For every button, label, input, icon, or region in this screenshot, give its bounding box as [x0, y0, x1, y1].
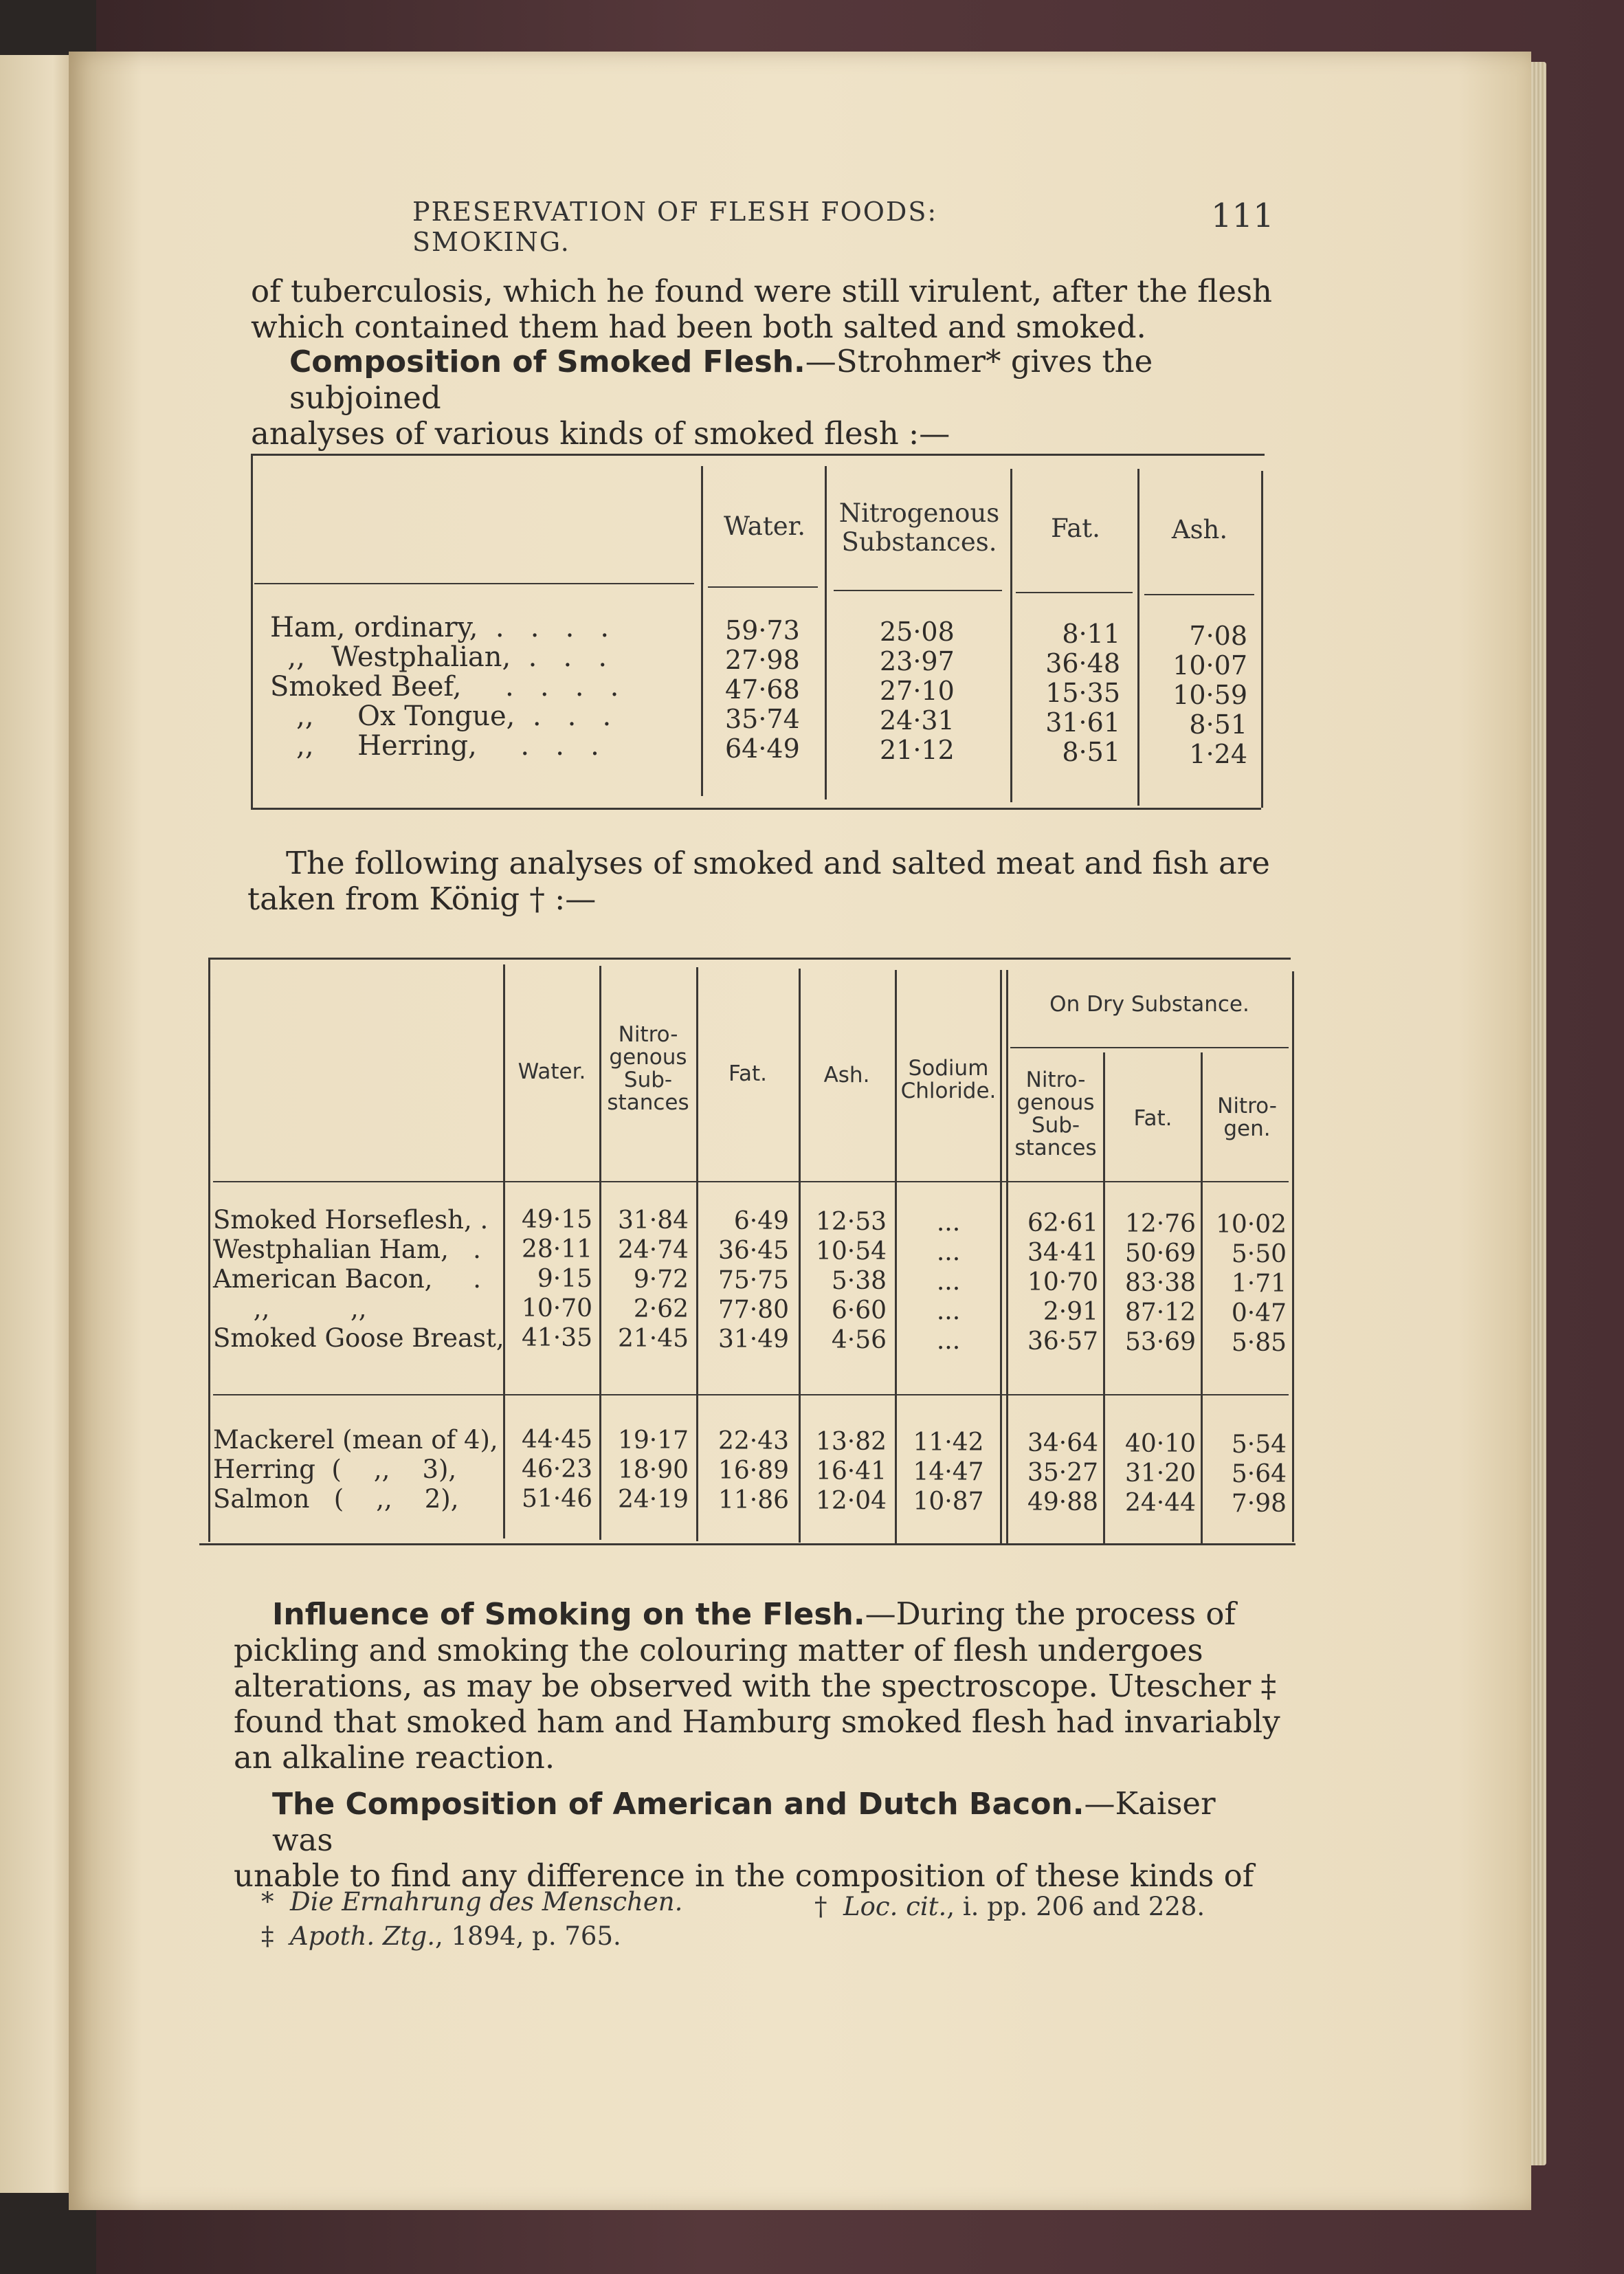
header-line: Chloride.	[900, 1079, 997, 1103]
table-cell: 77·80	[718, 1296, 789, 1324]
section-heading: Composition of Smoked Flesh.	[289, 344, 805, 379]
table-cell: 9·15	[537, 1265, 592, 1293]
table-cell: 10·70	[521, 1294, 592, 1323]
section-composition	[251, 344, 1282, 452]
table-cell: ...	[936, 1327, 961, 1355]
table-konig	[199, 958, 1299, 1563]
text-line: found that smoked ham and Hamburg smoked flesh had invariably	[234, 1703, 1280, 1740]
header-line: Sub-	[1031, 1113, 1080, 1138]
row-label: Salmon ( ,, 2),	[213, 1484, 459, 1514]
table-cell: 13·82	[815, 1428, 887, 1456]
table-cell: 10·02	[1215, 1211, 1287, 1239]
section-heading: Influence of Smoking on the Flesh.	[272, 1597, 865, 1632]
table-cell: 12·76	[1124, 1210, 1196, 1238]
row-label: Westphalian Ham, .	[213, 1235, 481, 1264]
table-cell: 22·43	[718, 1427, 789, 1455]
running-head: PRESERVATION OF FLESH FOODS: SMOKING.	[412, 197, 938, 257]
table-cell: 16·89	[718, 1457, 789, 1485]
table-rule	[895, 970, 897, 1544]
section-bacon	[234, 1786, 1282, 1894]
table-cell: 34·64	[1027, 1429, 1098, 1457]
table-cell: 5·85	[1231, 1329, 1287, 1357]
table-cell: 49·88	[1027, 1488, 1098, 1516]
table-rule	[251, 454, 253, 810]
table-cell: 46·23	[521, 1455, 592, 1483]
table-cell: 5·54	[1231, 1431, 1287, 1459]
table-cell: 87·12	[1124, 1299, 1196, 1327]
text-run: —Strohmer* gives the subjoined	[289, 343, 1153, 416]
table-cell: 59·73	[725, 615, 800, 645]
table-rule	[254, 583, 694, 584]
table-rule	[1144, 594, 1254, 595]
table-cell: 34·41	[1027, 1239, 1098, 1267]
table-rule	[213, 1394, 1289, 1395]
table-cell: 31·84	[617, 1206, 689, 1235]
table-cell: 31·61	[1045, 707, 1120, 738]
table-cell: 18·90	[617, 1456, 689, 1484]
footnote-citation: Apoth. Ztg.	[290, 1921, 435, 1951]
table-cell: 12·53	[815, 1208, 887, 1236]
row-label: ,, Ox Tongue, . . .	[270, 700, 612, 732]
footnote-dagger	[814, 1892, 1205, 1921]
table-cell: 28·11	[521, 1235, 592, 1263]
table-cell: 16·41	[815, 1457, 887, 1486]
table-cell: 75·75	[718, 1266, 789, 1294]
table-rule	[1292, 971, 1294, 1542]
column-header: Fat.	[1133, 1106, 1172, 1131]
table-cell: 27·10	[880, 676, 955, 706]
table-cell: 41·35	[521, 1324, 592, 1352]
table-cell: ...	[936, 1268, 961, 1296]
table-cell: 10·70	[1027, 1268, 1098, 1296]
table-cell: 1·71	[1231, 1270, 1287, 1298]
table-cell: 11·86	[718, 1486, 789, 1514]
column-header: Ash.	[1171, 515, 1228, 544]
table-cell: 1·24	[1189, 739, 1247, 769]
table-cell: 7·98	[1231, 1490, 1287, 1518]
table-cell: 10·59	[1172, 680, 1247, 710]
row-label: ,, Westphalian, . . .	[270, 641, 608, 673]
text-line: an alkaline reaction.	[234, 1739, 555, 1776]
table-cell: 24·19	[617, 1486, 689, 1514]
table-cell: 31·20	[1124, 1459, 1196, 1488]
header-line: gen.	[1223, 1116, 1271, 1141]
table-rule	[208, 958, 210, 1542]
table-rule	[1103, 1052, 1105, 1544]
table-cell: 8·11	[1062, 619, 1120, 649]
table-cell: 10·54	[815, 1237, 887, 1266]
table-cell: 36·57	[1027, 1327, 1098, 1356]
table-cell: 50·69	[1124, 1239, 1196, 1268]
table-cell: 6·60	[831, 1296, 887, 1325]
table-cell: 8·51	[1062, 737, 1120, 767]
table-cell: 24·31	[880, 705, 955, 736]
table-cell: 31·49	[718, 1325, 789, 1354]
column-header	[898, 1057, 999, 1103]
table-rule	[599, 966, 601, 1540]
intro-paragraph	[251, 274, 1282, 345]
table-cell: 44·45	[521, 1426, 592, 1454]
table-cell: 7·08	[1189, 621, 1247, 651]
table-rule	[1201, 1052, 1203, 1544]
header-line: Nitro-	[1217, 1094, 1277, 1118]
table-rule	[1261, 471, 1263, 808]
text-line: pickling and smoking the colouring matter of flesh undergoes	[234, 1632, 1203, 1668]
table-cell: 11·42	[913, 1428, 984, 1457]
table-cell: ...	[936, 1297, 961, 1325]
table-cell: 62·61	[1027, 1209, 1098, 1237]
text-line: The following analyses of smoked and salted meat and fish are	[286, 845, 1270, 881]
table-cell: 21·45	[617, 1325, 689, 1353]
table-rule	[1010, 469, 1012, 802]
text-run: —Kaiser was	[272, 1785, 1216, 1858]
column-header: Water.	[723, 511, 806, 541]
table-cell: 5·64	[1231, 1460, 1287, 1488]
text-run: —During the process of	[865, 1596, 1236, 1632]
table-rule	[503, 964, 505, 1538]
column-header	[1204, 1095, 1290, 1140]
table-cell: 19·17	[617, 1426, 689, 1455]
row-label: Mackerel (mean of 4),	[213, 1425, 498, 1455]
row-label: Smoked Goose Breast,	[213, 1323, 504, 1353]
row-label: Herring ( ,, 3),	[213, 1455, 457, 1484]
row-label: Smoked Beef, . . . .	[270, 671, 619, 703]
header-line: Nitrogenous	[838, 498, 1000, 528]
table-cell: 36·48	[1045, 648, 1120, 678]
table-cell: ...	[936, 1208, 961, 1237]
column-header: Ash.	[823, 1063, 870, 1088]
table-cell: 35·27	[1027, 1459, 1098, 1487]
column-header	[1010, 1069, 1101, 1160]
table-cell: 36·45	[718, 1237, 789, 1265]
footnote-citation: Loc. cit.	[843, 1892, 947, 1921]
table-cell: 9·72	[633, 1266, 689, 1294]
text-line: alterations, as may be observed with the spectroscope. Utescher ‡	[234, 1668, 1277, 1704]
table-cell: 4·56	[831, 1326, 887, 1354]
row-label: American Bacon, .	[213, 1264, 481, 1294]
footnote-mark: *	[261, 1887, 274, 1917]
column-header	[603, 1024, 693, 1114]
table-rule	[199, 1543, 1295, 1545]
row-label: ,, Herring, . . .	[270, 730, 599, 762]
footnote-text: Die Ernahrung des Menschen.	[290, 1887, 683, 1917]
text-line: analyses of various kinds of smoked flesh :—	[251, 415, 950, 452]
table-rule	[251, 454, 1265, 456]
table-cell: ...	[936, 1238, 961, 1266]
table-cell: 53·69	[1124, 1328, 1196, 1356]
header-line: genous	[1016, 1090, 1095, 1115]
footnote-text: , 1894, p. 765.	[434, 1921, 621, 1951]
header-line: Nitro-	[1025, 1068, 1086, 1092]
footnote-double-dagger	[261, 1921, 621, 1951]
header-line: Nitro-	[618, 1022, 678, 1047]
table-rule	[213, 1181, 1289, 1182]
table-cell: 51·46	[521, 1485, 592, 1513]
table-cell: 27·98	[725, 645, 800, 675]
table-strohmer	[251, 454, 1265, 811]
column-header: Fat.	[1051, 514, 1100, 543]
table-rule	[1000, 970, 1002, 1544]
table-cell: 24·74	[617, 1236, 689, 1264]
header-line: stances	[1014, 1136, 1097, 1160]
header-line: genous	[609, 1045, 687, 1070]
table-cell: 25·08	[880, 617, 955, 647]
table-cell: 83·38	[1124, 1269, 1196, 1297]
header-line: stances	[607, 1090, 689, 1115]
table-cell: 35·74	[725, 704, 800, 734]
header-line: Sub-	[623, 1068, 673, 1092]
table-cell: 2·62	[633, 1295, 689, 1323]
text-line: which contained them had been both salted and smoked.	[251, 309, 1146, 345]
column-header: Water.	[518, 1059, 586, 1084]
table-cell: 47·68	[725, 674, 800, 705]
table-rule	[834, 590, 1002, 591]
table-rule	[701, 466, 703, 796]
text-line: taken from König † :—	[247, 881, 597, 917]
table-cell: 2·91	[1043, 1298, 1098, 1326]
table-rule	[696, 967, 698, 1541]
table-cell: 14·47	[913, 1458, 984, 1486]
table-cell: 6·49	[733, 1207, 789, 1235]
table-rule	[208, 958, 1291, 960]
table-cell: 64·49	[725, 733, 800, 764]
column-header: Fat.	[728, 1061, 767, 1086]
table-cell: 49·15	[521, 1206, 592, 1234]
table-rule	[1016, 592, 1133, 593]
table-cell: 8·51	[1189, 709, 1247, 740]
header-line: Sodium	[908, 1056, 989, 1081]
table-rule	[799, 969, 801, 1543]
section-influence	[234, 1596, 1282, 1776]
group-header: On Dry Substance.	[1049, 992, 1249, 1017]
table-cell: 5·50	[1231, 1240, 1287, 1268]
table-rule	[251, 808, 1261, 810]
section-heading: The Composition of American and Dutch Bacon.	[272, 1787, 1084, 1822]
row-label: ,, ,,	[213, 1294, 367, 1323]
text-line	[234, 1786, 1282, 1858]
footnote-mark: †	[814, 1892, 827, 1921]
text-line: of tuberculosis, which he found were still virulent, after the flesh	[251, 273, 1273, 309]
table-cell: 0·47	[1231, 1299, 1287, 1327]
table-cell: 24·44	[1124, 1489, 1196, 1517]
table-rule	[825, 466, 827, 799]
text-line	[251, 344, 1282, 416]
table-cell: 40·10	[1124, 1430, 1196, 1458]
header-line: Substances.	[841, 527, 997, 557]
column-header	[832, 499, 1007, 557]
page-number: 111	[1211, 197, 1274, 235]
table-rule	[1010, 1047, 1289, 1048]
table-rule	[708, 586, 818, 588]
table-rule	[1006, 970, 1008, 1544]
text-line: unable to find any difference in the composition of these kinds of	[234, 1857, 1254, 1894]
row-label: Smoked Horseflesh, .	[213, 1205, 489, 1235]
table-cell: 10·87	[913, 1488, 984, 1516]
footnote-text: , i. pp. 206 and 228.	[946, 1892, 1205, 1921]
footnote-star	[261, 1887, 682, 1917]
paragraph-konig	[247, 846, 1278, 917]
table-cell: 23·97	[880, 646, 955, 676]
footnote-mark: ‡	[261, 1921, 274, 1951]
row-label: Ham, ordinary, . . . .	[270, 612, 610, 643]
table-cell: 10·07	[1172, 650, 1247, 681]
table-cell: 21·12	[880, 735, 955, 765]
table-cell: 12·04	[815, 1487, 887, 1515]
table-cell: 5·38	[831, 1267, 887, 1295]
table-cell: 15·35	[1045, 678, 1120, 708]
text-line	[234, 1596, 1282, 1633]
